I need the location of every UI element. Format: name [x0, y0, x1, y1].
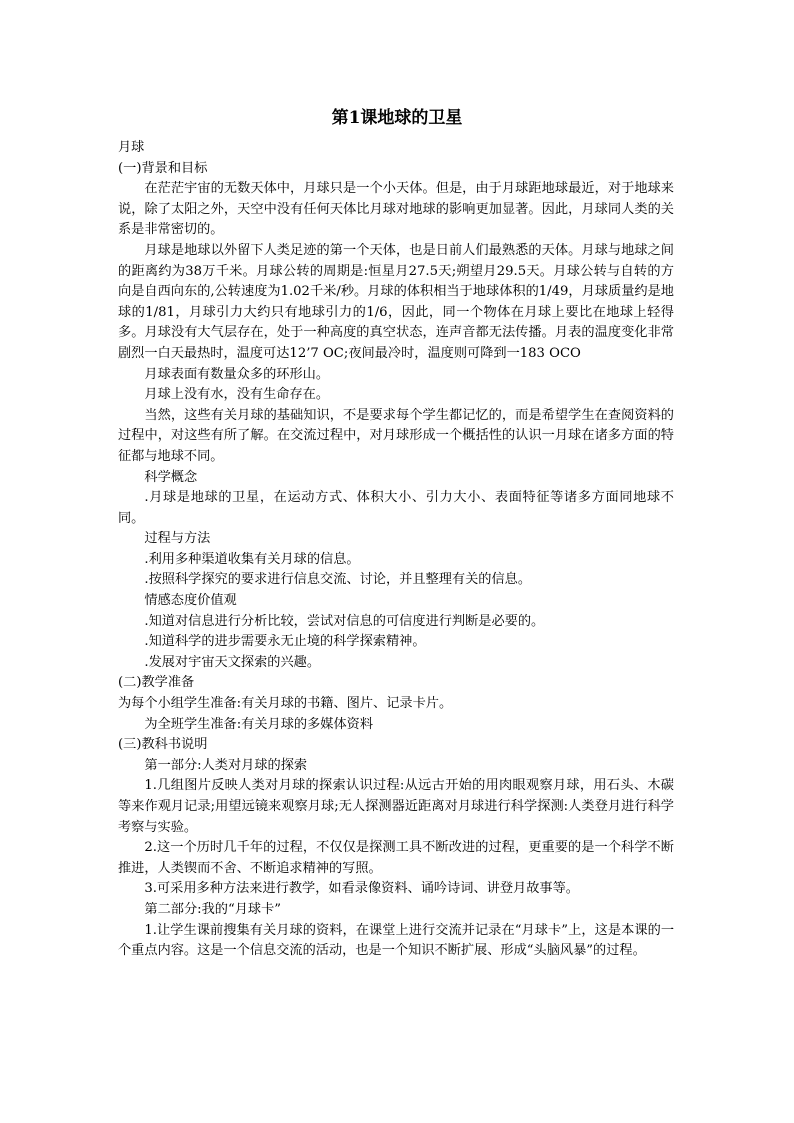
paragraph: .知道对信息进行分析比较，尝试对信息的可信度进行判断是必要的。 — [144, 613, 545, 629]
paragraph: 情感态度价值观 — [144, 593, 237, 609]
paragraph: (一)背景和目标 — [118, 160, 208, 176]
paragraph: .知道科学的进步需要永无止境的科学探索精神。 — [144, 634, 426, 650]
paragraph: 3.可采用多种方法来进行教学，如看录像资料、诵吟诗词、讲登月故事等。 — [144, 881, 579, 897]
paragraph: .发展对宇宙天文探索的兴趣。 — [144, 654, 321, 670]
paragraph: .利用多种渠道收集有关月球的信息。 — [144, 551, 360, 567]
paragraph: 在茫茫宇宙的无数天体中，月球只是一个小天体。但是，由于月球距地球最近，对于地球来说，除了太阳之外，天空中没有任何天体比月球对地球的影响更加显著。因此，月球同人类的关系是非常密切的。 — [118, 181, 674, 238]
paragraph: 1.让学生课前搜集有关月球的资料，在课堂上进行交流并记录在“月球卡”上，这是本课的一个重点内容。这是一个信息交流的活动，也是一个知识不断扩展、形成“头脑风暴”的过程。 — [118, 922, 674, 959]
paragraph: 1.几组图片反映人类对月球的探索认识过程:从远古开始的用肉眼观察月球，用石头、木碳等来作观月记录;用望远镜来观察月球;无人探测器近距离对月球进行科学探测:人类登月进行科学考察与实验。 — [118, 778, 674, 835]
paragraph: 科学概念 — [144, 469, 198, 485]
paragraph: .按照科学探究的要求进行信息交流、讨论，并且整理有关的信息。 — [144, 572, 532, 588]
paragraph: (二)教学准备 — [118, 675, 195, 691]
paragraph: 月球 — [118, 140, 145, 155]
paragraph: 月球表面有数量众多的环形山。 — [144, 366, 330, 382]
paragraph: (三)教科书说明 — [118, 737, 208, 753]
paragraph: 为每个小组学生准备:有关月球的书籍、图片、记录卡片。 — [118, 696, 453, 712]
page-title: 第1课地球的卫星 — [331, 108, 463, 128]
paragraph: 2.这一个历时几千年的过程，不仅仅是探测工具不断改进的过程，更重要的是一个科学不断推进，人类锲而不舍、不断追求精神的写照。 — [118, 840, 674, 876]
paragraph: 第一部分:人类对月球的探索 — [144, 757, 308, 773]
paragraph: 为全班学生准备:有关月球的多媒体资料 — [144, 716, 374, 732]
paragraph: 第二部分:我的“月球卡” — [144, 901, 282, 917]
document-body — [118, 138, 674, 962]
paragraph: 过程与方法 — [144, 531, 211, 547]
paragraph: 月球上没有水，没有生命存在。 — [144, 387, 330, 403]
paragraph: 月球是地球以外留下人类足迹的第一个天体，也是日前人们最熟悉的天体。月球与地球之间的距离约为38万千米。月球公转的周期是:恒星月27.5天;朔望月29.5天。月球公转与自转的方向是自西向东的,公转速度为1.02千米/秒。月球的体积相当于地球体积的1/49，月球质量约是地球的1/81，月球引力大约只有地球引力的1/6，因此，同一个物体在月球上要比在地球上轻得多。月球没有大气层存在，处于一种高度的真空状态，连声音都无法传播。月表的温度变化非常剧烈一白天最热时，温度可达12’7 OC;夜间最冷时，温度则可降到一183 OCO — [118, 242, 674, 361]
paragraph: 当然，这些有关月球的基础知识，不是要求每个学生都记忆的，而是希望学生在查阅资料的过程中，对这些有所了解。在交流过程中，对月球形成一个概括性的认识一月球在诸多方面的特征都与地球不同。 — [118, 407, 674, 464]
paragraph: .月球是地球的卫星，在运动方式、体积大小、引力大小、表面特征等诸多方面同地球不同。 — [118, 490, 674, 526]
